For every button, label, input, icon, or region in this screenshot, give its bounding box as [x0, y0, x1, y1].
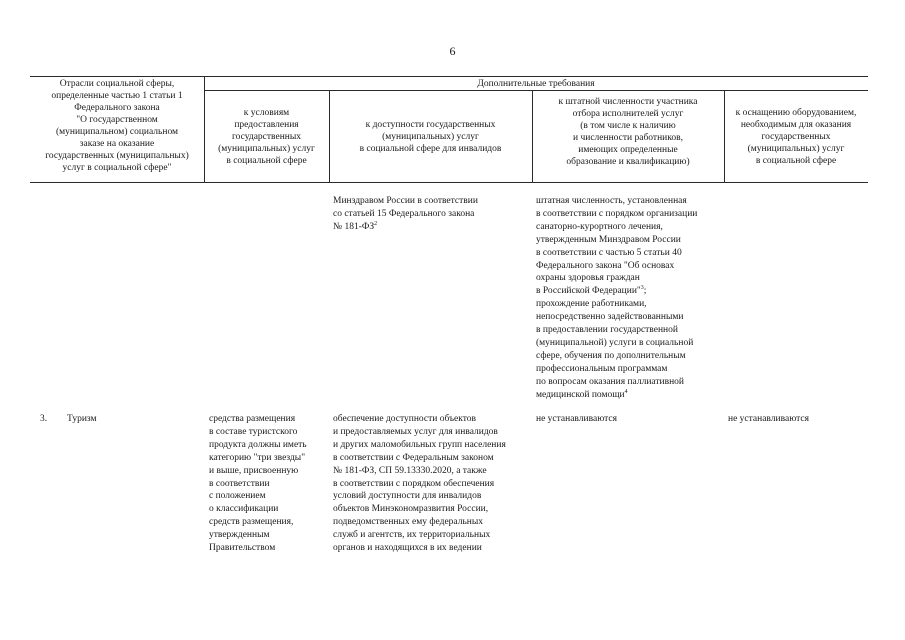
row-sector: Туризм [67, 414, 97, 424]
cell-line: № 181-ФЗ, СП 59.13330.2020, а также [333, 465, 487, 476]
cell-line: непосредственно задействованными [536, 312, 684, 323]
header-line: в социальной сфере для инвалидов [359, 144, 502, 154]
table-row-continuation-accessibility [333, 195, 529, 234]
cell-line: и предоставляемых услуг для инвалидов [333, 426, 498, 437]
cell-line: Федерального закона "Об основах [536, 260, 675, 271]
header-line: услуг в социальной сфере" [62, 163, 172, 173]
cell-line: и выше, присвоенную [209, 465, 299, 476]
cell-line: штатная численность, установленная [536, 196, 687, 206]
header-line: (муниципальных) услуг [218, 144, 315, 154]
header-line: к оснащению оборудованием, [735, 108, 857, 118]
cell-line: в соответствии с Федеральным законом [333, 452, 494, 463]
header-line: (муниципальном) социальном [55, 127, 179, 137]
header-line: и численности работников, [573, 133, 683, 143]
header-line: государственных (муниципальных) [45, 151, 189, 161]
cell-line: утвержденным Минздравом России [536, 234, 681, 245]
cell-line: средства размещения [209, 414, 296, 424]
table-row-continuation-staffing [536, 195, 722, 402]
cell-line: категорию "три звезды" [209, 452, 306, 463]
cell-line: (муниципальной) услуги в социальной [536, 337, 694, 348]
cell-line: средств размещения, [209, 517, 294, 528]
cell-line: прохождение работниками, [536, 299, 647, 310]
header-line: (муниципальных) услуг [747, 144, 845, 154]
header-line: образование и квалификацию) [566, 157, 690, 167]
footnote-marker: 2 [374, 220, 378, 227]
cell-line: объектов Минэкономразвития России, [333, 504, 489, 515]
group-title-rule [204, 90, 868, 91]
header-sector-column [30, 78, 204, 174]
cell-line: утвержденным [209, 530, 270, 541]
cell-line: в соответствии с порядком организации [536, 208, 698, 219]
footnote-marker: 4 [624, 388, 628, 395]
header-line: к штатной численности участника [558, 97, 698, 107]
cell-line: в составе туристского [209, 426, 298, 437]
cell-line: со статьей 15 Федерального закона [333, 208, 475, 219]
cell-line [333, 221, 529, 234]
header-line: определенные частью 1 статьи 1 [51, 91, 183, 101]
header-line: к доступности государственных [365, 120, 496, 130]
page-number: 6 [449, 44, 456, 58]
cell-line: в соответствии с порядком обеспечения [333, 478, 495, 489]
header-group-title: Дополнительные требования [477, 79, 595, 89]
header-line: в социальной сфере [755, 156, 837, 166]
cell-text: № 181-ФЗ [333, 221, 375, 232]
cell-line: охраны здоровья граждан [536, 273, 640, 284]
cell-line: в соответствии с частью 5 статьи 40 [536, 247, 682, 258]
cell-text: медицинской помощи [536, 389, 625, 400]
cell-line: в соответствии [209, 478, 270, 489]
row-number: 3. [40, 414, 48, 424]
cell-line: с положением [209, 491, 266, 502]
header-staffing-column [532, 96, 724, 168]
header-line: государственных [231, 132, 301, 142]
cell-text: в Российской Федерации" [536, 286, 641, 297]
cell-line: продукта должны иметь [209, 439, 307, 450]
cell-line: и других маломобильных групп населения [333, 439, 506, 450]
cell-line [536, 389, 722, 402]
cell-line: Правительством [209, 543, 276, 554]
header-line: (в том числе к наличию [580, 121, 676, 131]
cell-line: сфере, обучения по дополнительным [536, 350, 686, 361]
header-line: Федерального закона [74, 103, 160, 113]
cell-line: Минздравом России в соответствии [333, 196, 478, 206]
header-line: предоставления [234, 120, 299, 130]
header-equipment-column [724, 107, 868, 167]
header-line: в социальной сфере [226, 156, 307, 166]
header-bottom-rule [30, 182, 868, 183]
footnote-marker: 3 [640, 285, 644, 292]
header-line: имеющих определенные [578, 145, 678, 155]
cell-line: органов и находящихся в их ведении [333, 543, 482, 554]
cell-line: условий доступности для инвалидов [333, 491, 482, 502]
header-line: заказе на оказание [79, 139, 155, 149]
header-conditions-column [204, 107, 329, 167]
header-line: необходимым для оказания [740, 120, 852, 130]
cell-line: по вопросам оказания паллиативной [536, 376, 685, 387]
table-row-tourism-staffing: не устанавливаются [536, 414, 618, 424]
header-line: (муниципальных) услуг [382, 132, 479, 142]
header-line: государственных [761, 132, 831, 142]
cell-line: санаторно-курортного лечения, [536, 221, 663, 232]
cell-line: служб и агентств, их территориальных [333, 530, 491, 541]
header-accessibility-column [329, 119, 532, 155]
table-row-tourism-conditions [209, 413, 331, 555]
cell-line: о классификации [209, 504, 279, 515]
cell-line: подведомственных ему федеральных [333, 517, 484, 528]
cell-line [536, 285, 722, 298]
cell-line: обеспечение доступности объектов [333, 414, 476, 424]
table-row-tourism-equipment: не устанавливаются [728, 414, 810, 424]
header-line: Отрасли социальной сферы, [59, 79, 175, 89]
header-line: отбора исполнителей услуг [572, 109, 684, 119]
header-line: к условиям [243, 108, 290, 118]
header-line: "О государственном [76, 115, 158, 125]
table-row-tourism-accessibility [333, 413, 531, 555]
cell-line: профессиональным программам [536, 363, 668, 374]
cell-text: ; [643, 286, 647, 297]
cell-line: в предоставлении государственной [536, 325, 678, 336]
table-top-rule [30, 76, 868, 77]
